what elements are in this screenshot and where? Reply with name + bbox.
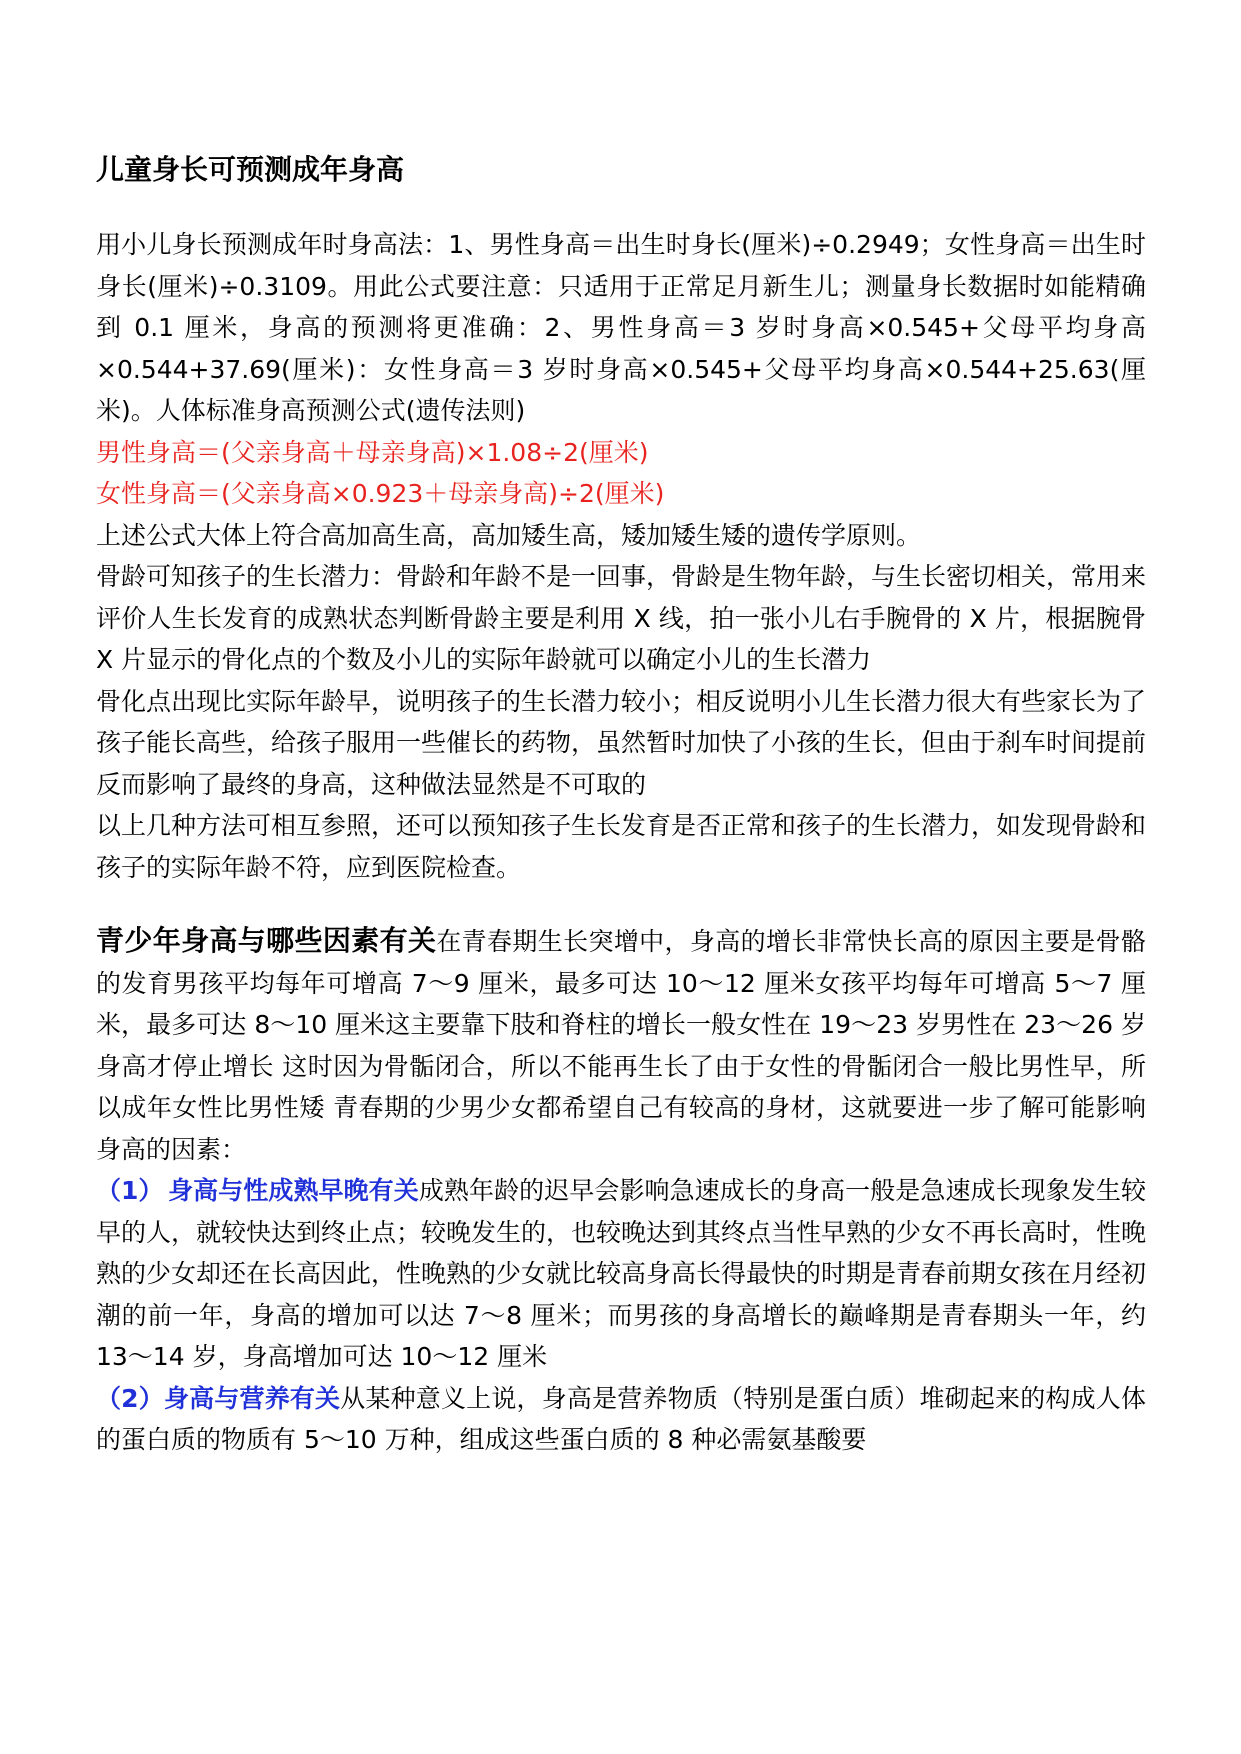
list-item-maturity bbox=[96, 1170, 1146, 1378]
paragraph-ossification: 骨化点出现比实际年龄早，说明孩子的生长潜力较小；相反说明小儿生长潜力很大有些家长为了孩子能长高些，给孩子服用一些催长的药物，虽然暂时加快了小孩的生长，但由于刹车时间提前反而影响了最终的身高，这种做法显然是不可取的 bbox=[96, 686, 1147, 799]
paragraph-prediction-methods: 用小儿身长预测成年时身高法：1、男性身高＝出生时身长(厘米)÷0.2949；女性身高＝出生时身长(厘米)÷0.3109。用此公式要注意：只适用于正常足月新生儿；测量身长数据时如能精确到 0.1 厘米，身高的预测将更准确：2、男性身高＝3 岁时身高×0.545+父母平均身高×0.544+37.69(厘米)：女性身高＝3 岁时身高×0.545+父母平均身高×0.544+25.63(厘米)。人体标准身高预测公式(遗传法则) bbox=[96, 230, 1146, 425]
formula-male-height: 男性身高＝(父亲身高＋母亲身高)×1.08÷2(厘米) bbox=[96, 437, 649, 467]
list-item-body: 从某种意义上说，身高是营养物质（特别是蛋白质）堆砌起来的构成人体的蛋白质的物质有 5～10 万种，组成这些蛋白质的 8 种必需氨基酸要 bbox=[96, 1383, 1146, 1454]
list-item-heading: 身高与性成熟早晚有关 bbox=[168, 1176, 419, 1205]
list-number: （2） bbox=[96, 1383, 164, 1413]
list-item-body: 成熟年龄的迟早会影响急速成长的身高一般是急速成长现象发生较早的人，就较快达到终止点；较晚发生的，也较晚达到其终点当性早熟的少女不再长高时，性晚熟的少女却还在长高因此，性晚熟的少女就比较高身高长得最快的时期是青春前期女孩在月经初潮的前一年，身高的增加可以达 7～8 厘米；而男孩的身高增长的巅峰期是青春期头一年，约 13～14 岁，身高增加可达 10～12 厘米 bbox=[96, 1176, 1147, 1371]
document-page bbox=[96, 150, 1146, 1461]
section-gap bbox=[96, 888, 1146, 920]
paragraph-genetic-principle: 上述公式大体上符合高加高生高，高加矮生高，矮加矮生矮的遗传学原则。 bbox=[96, 520, 922, 550]
formula-female-height: 女性身高＝(父亲身高×0.923＋母亲身高)÷2(厘米) bbox=[96, 479, 665, 508]
list-number: （1） bbox=[96, 1176, 164, 1205]
document-title: 儿童身长可预测成年身高 bbox=[96, 153, 405, 186]
paragraph-bone-age: 骨龄可知孩子的生长潜力：骨龄和年龄不是一回事，骨龄是生物年龄，与生长密切相关，常用来评价人生长发育的成熟状态判断骨龄主要是利用 X 线，拍一张小儿右手腕骨的 X 片，根据腕骨 X 片显示的骨化点的个数及小儿的实际年龄就可以确定小儿的生长潜力 bbox=[96, 562, 1147, 674]
paragraph-conclusion: 以上几种方法可相互参照，还可以预知孩子生长发育是否正常和孩子的生长潜力，如发现骨龄和孩子的实际年龄不符，应到医院检查。 bbox=[96, 811, 1147, 882]
list-item-heading: 身高与营养有关 bbox=[163, 1383, 341, 1413]
section-body: 在青春期生长突增中，身高的增长非常快长高的原因主要是骨骼的发育男孩平均每年可增高 7～9 厘米，最多可达 10～12 厘米女孩平均每年可增高 5～7 厘米，最多可达 8～10 厘米这主要靠下肢和脊柱的增长一般女性在 19～23 岁男性在 23～26 岁身高才停止增长 这时因为骨骺闭合，所以不能再生长了由于女性的骨骺闭合一般比男性早，所以成年女性比男性矮 青春期的少男少女都希望自己有较高的身材，这就要进一步了解可能影响身高的因素： bbox=[96, 927, 1146, 1164]
list-item-nutrition bbox=[96, 1378, 1146, 1461]
section-adolescent-height bbox=[96, 920, 1146, 1170]
section-heading: 青少年身高与哪些因素有关 bbox=[96, 924, 437, 957]
